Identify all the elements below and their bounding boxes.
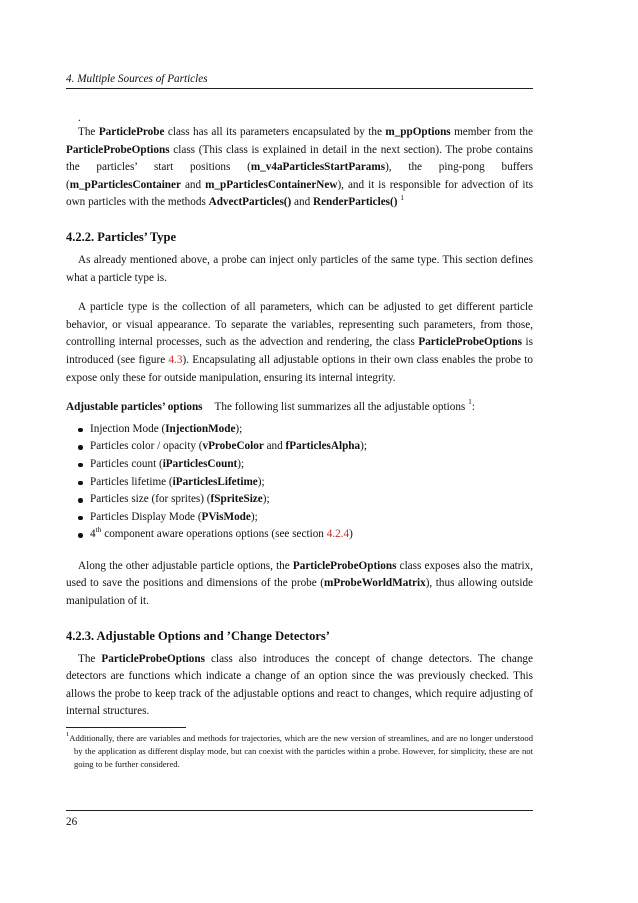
paragraph: The ParticleProbeOptions class also introduces the concept of change detectors. The change detectors are functions which indicate a change of an option since the was previously checked. This allows the probe to keep track of the adjustable options and react to changes, which require adjusting of internal structures. xyxy=(66,652,533,718)
list-item: Particles Display Mode (PVisMode); xyxy=(78,509,533,527)
footnote-marker[interactable]: 1 xyxy=(400,192,405,202)
list-item: Particles size (for sprites) (fSpriteSize); xyxy=(78,491,533,509)
section-heading-4-2-3: 4.2.3. Adjustable Options and ’Change Detectors’ xyxy=(66,628,330,643)
list-item: 4th component aware operations options (see section 4.2.4) xyxy=(78,526,533,544)
page-number: 26 xyxy=(66,816,78,828)
paragraph: A particle type is the collection of all parameters, which can be adjusted to get different particle behavior, or visual appearance. To separate the variables, representing such parameters, from those, controlling internal processes, such as the advection and rendering, the class ParticleProbeOptions is introduced (see figure 4.3). Encapsulating all adjustable options in their own class enables the probe to expose only these for outside manipulation, ensuring its internal integrity. xyxy=(66,301,533,384)
list-item: Injection Mode (InjectionMode); xyxy=(78,421,533,439)
figure-ref-link[interactable]: 4.3 xyxy=(168,353,183,366)
paragraph: As already mentioned above, a probe can inject only particles of the same type. This section defines what a particle type is. xyxy=(66,253,533,284)
list-item: Particles lifetime (iParticlesLifetime); xyxy=(78,474,533,492)
footnote-rule xyxy=(66,727,186,728)
running-header: 4. Multiple Sources of Particles xyxy=(66,73,208,85)
intro-paragraph: The ParticleProbe class has all its parameters encapsulated by the m_ppOptions member from the ParticleProbeOptions class (This class is explained in detail in the next section). The probe contains the particles’ start positions (m_v4aParticlesStartParams), the ping-pong buffers (m_pParticlesContainer and m_pParticlesContainerNew), and it is responsible for advection of its own particles with the methods AdvectParticles() and RenderParticles() $^1$ xyxy=(66,126,533,209)
body-text xyxy=(66,112,533,771)
list-intro: Adjustable particles’ options The following list summarizes all the adjustable options $^1$: xyxy=(66,397,475,414)
options-list xyxy=(66,421,533,544)
section-heading-4-2-2: 4.2.2. Particles’ Type xyxy=(66,229,177,244)
footnote-marker[interactable]: 1 xyxy=(468,397,472,407)
stray-dot: . xyxy=(78,112,81,124)
footer-rule xyxy=(66,810,533,811)
list-heading: Adjustable particles’ options xyxy=(66,401,203,414)
paragraph: Along the other adjustable particle options, the ParticleProbeOptions class exposes also the matrix, used to save the positions and dimensions of the probe (mProbeWorldMatrix), thus allowing outside manipulation of it. xyxy=(66,559,534,608)
footnote: $^1$Additionally, there are variables and methods for trajectories, which are the new version of streamlines, and are no longer understood by the application as different display mode, but can coexist with the particles within a probe. However, for simplicity, these are not going to be further considered. xyxy=(66,731,533,770)
list-item: Particles count (iParticlesCount); xyxy=(78,456,533,474)
list-item: Particles color / opacity (vProbeColor and fParticlesAlpha); xyxy=(78,438,533,456)
header-rule xyxy=(66,88,533,89)
section-ref-link[interactable]: 4.2.4 xyxy=(326,528,350,541)
